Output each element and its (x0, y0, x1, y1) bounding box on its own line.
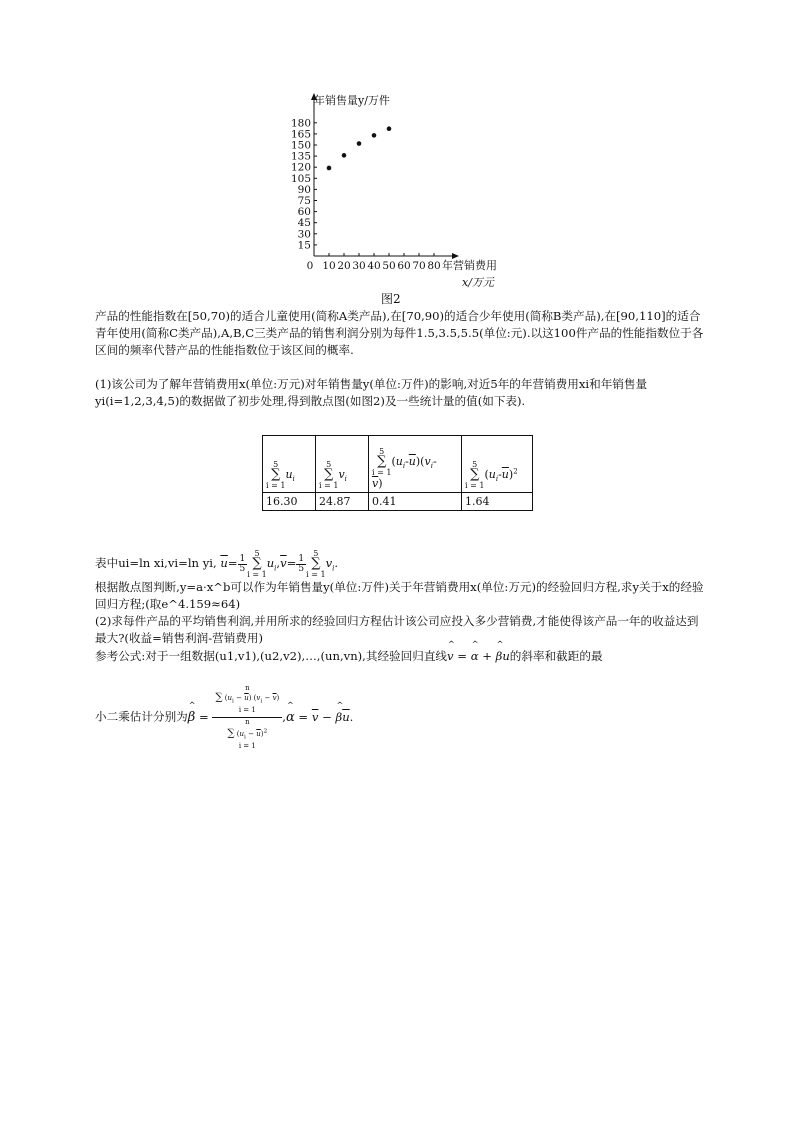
y-tick-label: 120 (290, 161, 311, 174)
chart-axes (311, 93, 459, 259)
header-sum-uu: 5 ∑ $i = 1(u_i-\overline{u})^2$ (462, 436, 533, 493)
paragraph-regression: 根据散点图判断,y=a·x^b可以作为年销售量y(单位:万件)关于年营销费用x(单位:万元)的经验回归方程,求y关于x的经验回归方程;(取e^4.159≈64) (95, 580, 704, 611)
reference-text: 小二乘估计分别为 (95, 709, 188, 724)
x-tick-label: 10 (322, 260, 336, 272)
x-axis-label-line2: x/万元 (462, 276, 494, 288)
data-point (357, 141, 362, 146)
definition-text: 表中ui=ln xi,vi=ln yi, (95, 556, 217, 570)
header-sum-uv: 5 ∑ $i = 1(u_i-\overline{u})(v_i-$ $\overline{v}$) (369, 436, 462, 493)
x-tick-label: 20 (337, 260, 351, 272)
x-tick-label: 60 (397, 260, 411, 272)
regression-line-formula: ^ v = ^ α + ^ βu (447, 649, 510, 663)
table-cell: 0.41 (369, 493, 462, 511)
reference-text: 参考公式:对于一组数据(u1,v1),(u2,v2),…,(un,vn),其经验回归直线 (95, 649, 448, 663)
data-point (387, 126, 392, 131)
y-tick-label: 150 (290, 139, 311, 152)
x-tick-label: 50 (382, 260, 396, 272)
x-tick-label: 30 (352, 260, 366, 272)
paragraph-product-classes: 产品的性能指数在[50,70)的适合儿童使用(简称A类产品),在[70,90)的适合少年使用(简称B类产品),在[90,110]的适合青年使用(简称C类产品),A,B,C三类产品的销售利润分别为每件1.5,3.5,5.5(单位:元).以这100件产品的性能指数位于各区间的频率代替产品的性能指数位于该区间的概率. (95, 309, 704, 357)
paragraph-question-1: (1)该公司为了解年营销费用x(单位:万元)对年销售量y(单位:万件)的影响,对近5年的年营销费用xi和年销售量yi(i=1,2,3,4,5)的数据做了初步处理,得到散点图(如图2)及一些统计量的值(如下表). (95, 377, 648, 408)
table-cell: 1.64 (462, 493, 533, 511)
y-tick-label: 30 (297, 228, 311, 241)
table-row (263, 493, 533, 511)
reference-formula-line1 (95, 648, 710, 664)
y-tick-label: 135 (290, 150, 311, 163)
reference-text-end: 的斜率和截距的最 (509, 649, 603, 663)
y-tick-label: 90 (297, 183, 311, 196)
data-point (327, 166, 332, 171)
paragraph-question-2: (2)求每件产品的平均销售利润,并用所求的经验回归方程估计该公司应投入多少营销费,才能使得该产品一年的收益达到最大?(收益=销售利润-营销费用) (95, 614, 699, 645)
y-tick-label: 180 (290, 117, 311, 130)
table-cell: 16.30 (263, 493, 316, 511)
y-axis-label: 年销售量y/万件 (314, 94, 390, 107)
x-tick-label: 0 (306, 260, 314, 272)
x-tick-label: 40 (367, 260, 381, 272)
table-cell: 24.87 (316, 493, 369, 511)
y-tick-label: 15 (297, 239, 311, 252)
table-header-row (263, 436, 533, 493)
y-tick-label: 60 (297, 206, 311, 219)
header-sum-v: 5 ∑ $i = 1v_i$ (316, 436, 369, 493)
y-axis-ticks (291, 117, 317, 251)
x-axis-label-line1: 年营销费用 (442, 259, 497, 272)
data-point (372, 133, 377, 138)
data-points (327, 126, 392, 170)
x-tick-label: 70 (412, 260, 426, 272)
statistics-table (262, 435, 533, 511)
header-sum-u: 5 ∑ $i = 1u_i$ (263, 436, 316, 493)
y-tick-label: 105 (290, 172, 311, 185)
text-block-definitions (95, 549, 710, 647)
y-tick-label: 45 (297, 217, 311, 230)
figure-caption: 图2 (381, 292, 401, 306)
y-tick-label: 165 (290, 128, 311, 141)
y-tick-label: 75 (297, 195, 311, 207)
scatter-chart (270, 88, 520, 288)
definition-line (95, 549, 710, 579)
reference-formula-line2 (95, 684, 710, 751)
beta-hat-formula: ^ β = n ∑ $(u_i - \overline{u}) (v_i - \overline{v})$ i = 1 n ∑ $(u_i - \overline{u})^2$ i = 1,^ $\alpha = \overline{v}$ − ^ $\beta\overline{u}$. (188, 710, 354, 724)
u-bar-formula: $\overline{u}=$ $\frac{1}{5}5$ ∑ $i = 1u_i,\overline{v}=$ $\frac{1}{5}5$ ∑ $i = 1v_i$. (220, 549, 339, 579)
x-tick-label: 80 (427, 260, 441, 272)
data-point (342, 153, 347, 158)
